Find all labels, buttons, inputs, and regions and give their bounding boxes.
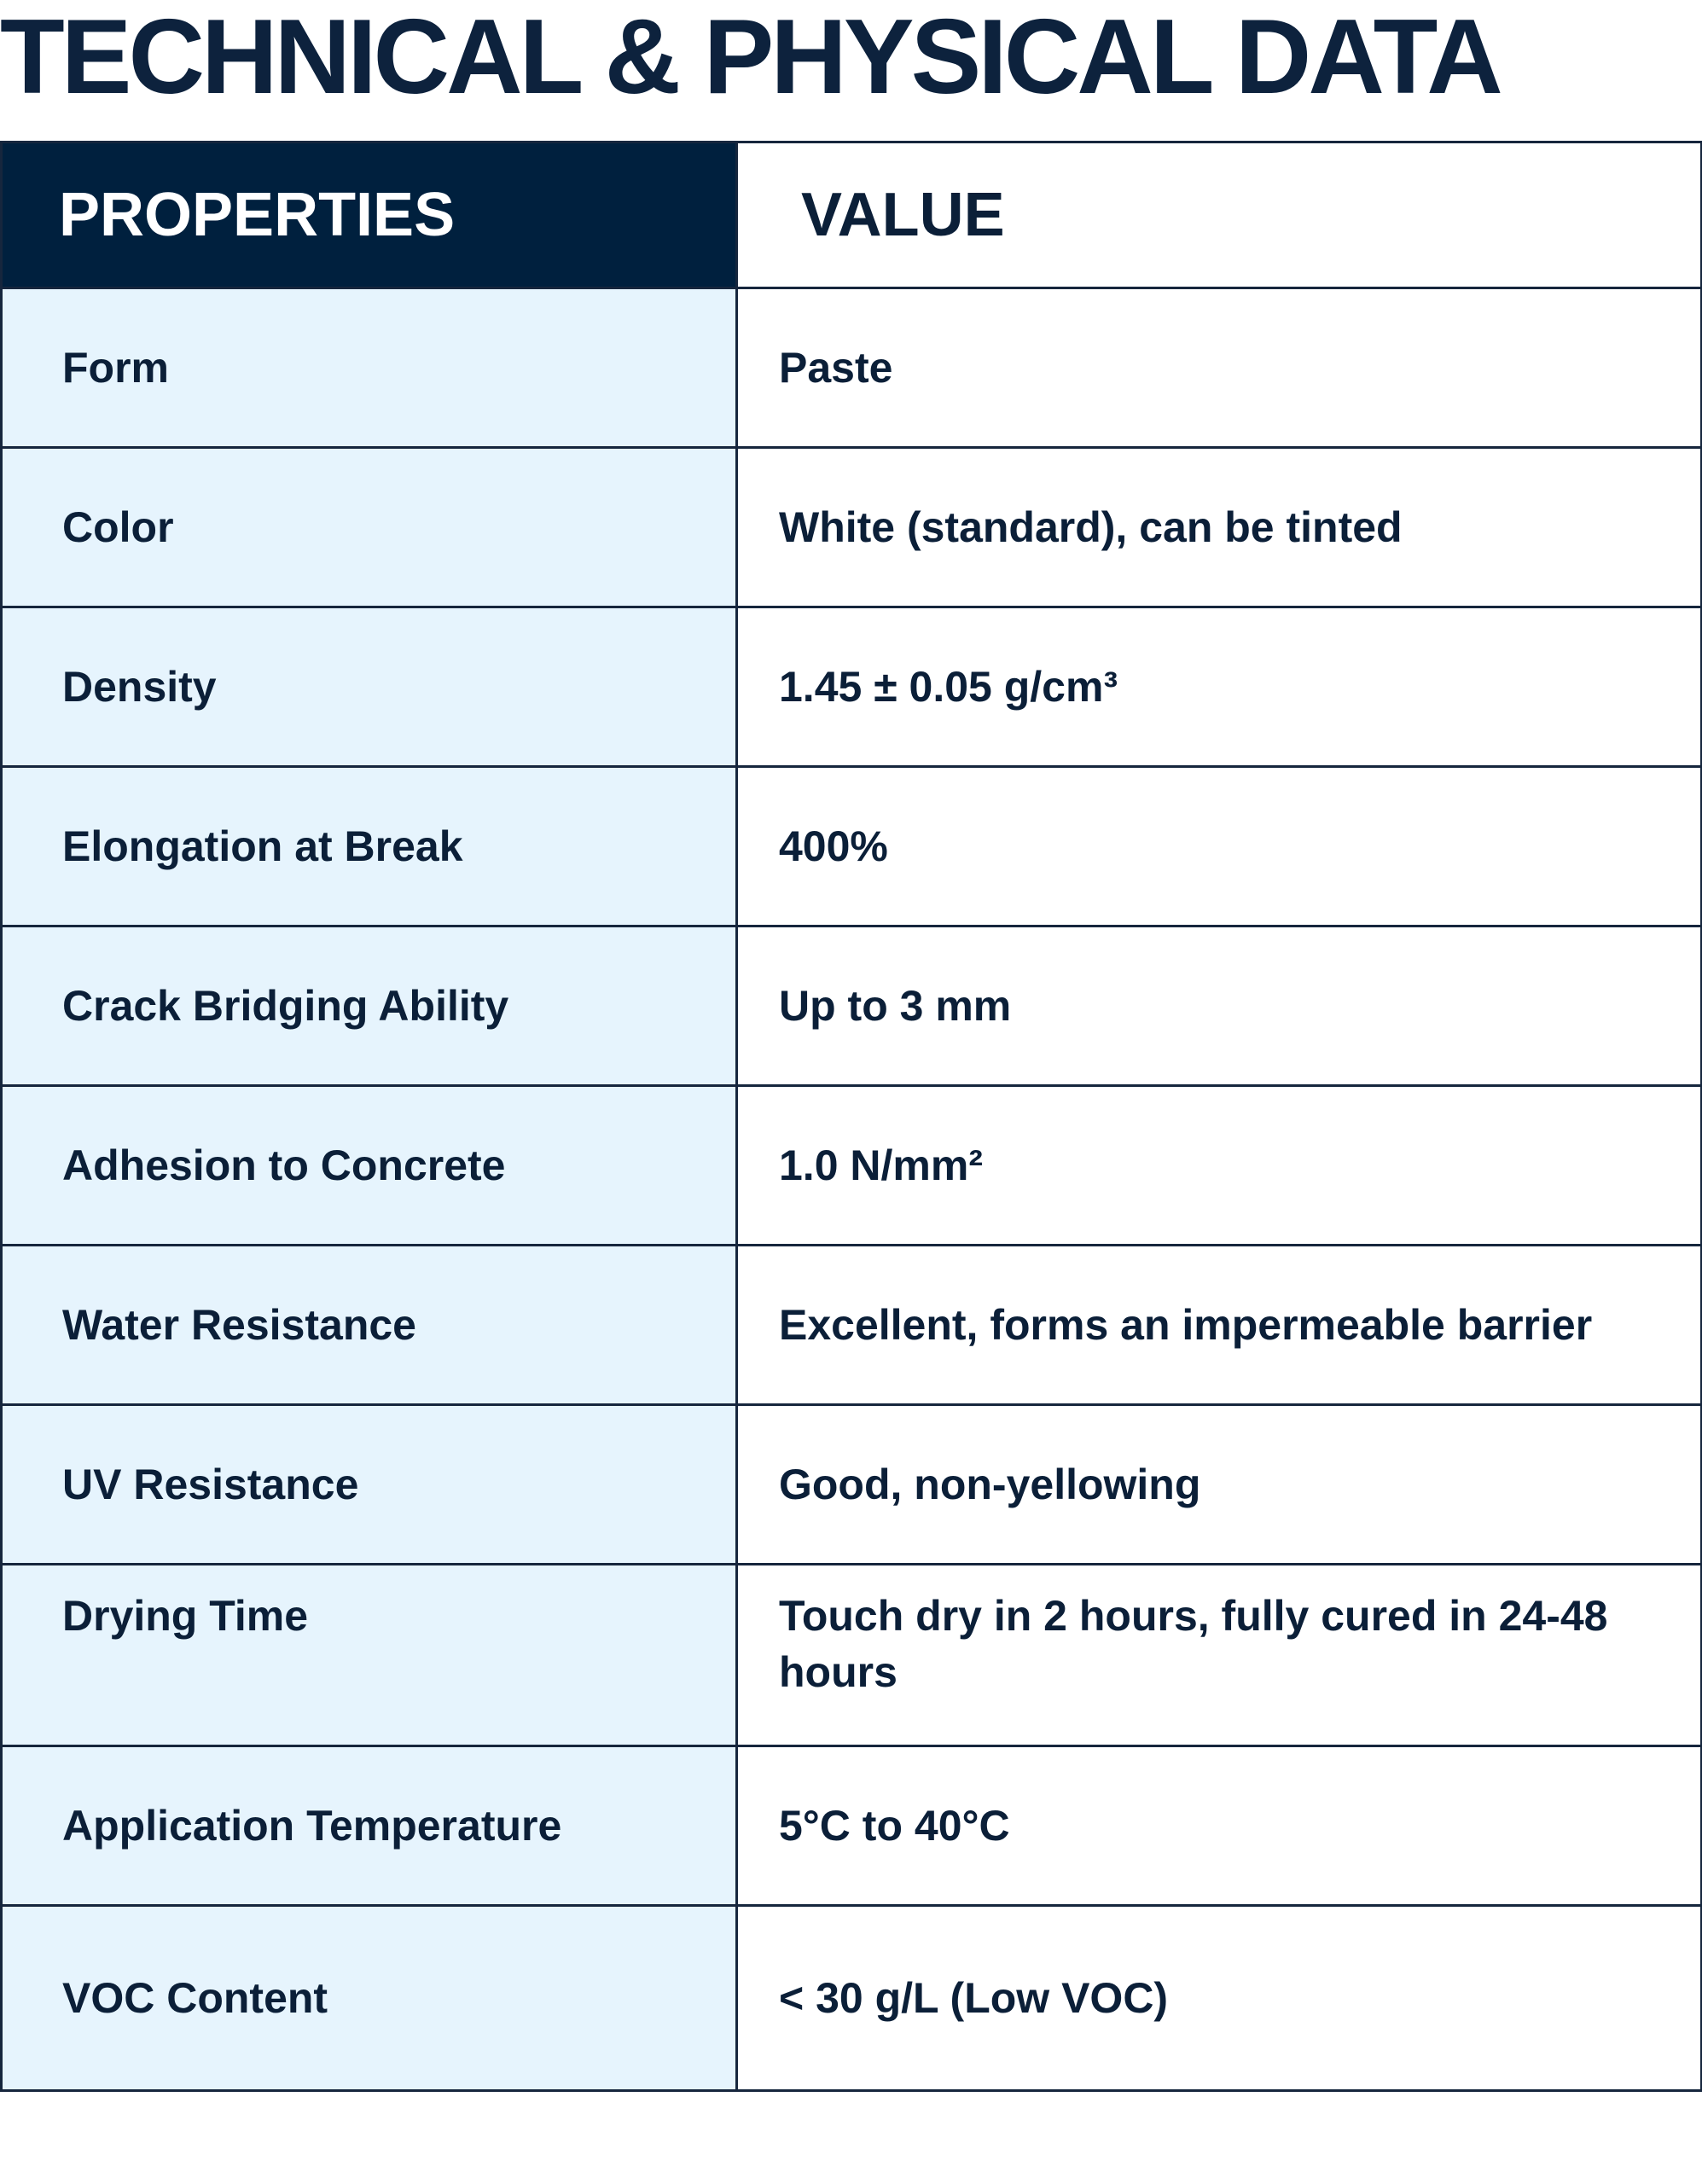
table-row xyxy=(2,288,1702,448)
value-cell: Good, non-yellowing xyxy=(737,1405,1702,1565)
column-header-properties: PROPERTIES xyxy=(2,142,737,288)
value-cell: 1.0 N/mm² xyxy=(737,1086,1702,1246)
property-cell: Form xyxy=(2,288,737,448)
value-cell: < 30 g/L (Low VOC) xyxy=(737,1906,1702,2091)
table-row xyxy=(2,926,1702,1086)
property-cell: Water Resistance xyxy=(2,1246,737,1405)
page-title: TECHNICAL & PHYSICAL DATA xyxy=(0,0,1500,116)
value-cell: 400% xyxy=(737,767,1702,926)
table-row xyxy=(2,1746,1702,1906)
value-cell: Touch dry in 2 hours, fully cured in 24-48 hours xyxy=(737,1565,1702,1746)
property-cell: Application Temperature xyxy=(2,1746,737,1906)
table-row xyxy=(2,1906,1702,2091)
property-cell: Density xyxy=(2,607,737,767)
property-cell: Adhesion to Concrete xyxy=(2,1086,737,1246)
property-cell: Elongation at Break xyxy=(2,767,737,926)
column-header-value: VALUE xyxy=(737,142,1702,288)
value-cell: Up to 3 mm xyxy=(737,926,1702,1086)
property-cell: Drying Time xyxy=(2,1565,737,1746)
table-row xyxy=(2,607,1702,767)
table-row xyxy=(2,1246,1702,1405)
table-row xyxy=(2,448,1702,607)
table-row xyxy=(2,1086,1702,1246)
table-row xyxy=(2,767,1702,926)
value-cell: 5°C to 40°C xyxy=(737,1746,1702,1906)
property-cell: UV Resistance xyxy=(2,1405,737,1565)
table-row xyxy=(2,1565,1702,1746)
technical-data-table xyxy=(0,141,1702,2092)
property-cell: VOC Content xyxy=(2,1906,737,2091)
value-cell: 1.45 ± 0.05 g/cm³ xyxy=(737,607,1702,767)
table-header-row xyxy=(2,142,1702,288)
table-row xyxy=(2,1405,1702,1565)
value-cell: Paste xyxy=(737,288,1702,448)
value-cell: Excellent, forms an impermeable barrier xyxy=(737,1246,1702,1405)
property-cell: Color xyxy=(2,448,737,607)
property-cell: Crack Bridging Ability xyxy=(2,926,737,1086)
value-cell: White (standard), can be tinted xyxy=(737,448,1702,607)
